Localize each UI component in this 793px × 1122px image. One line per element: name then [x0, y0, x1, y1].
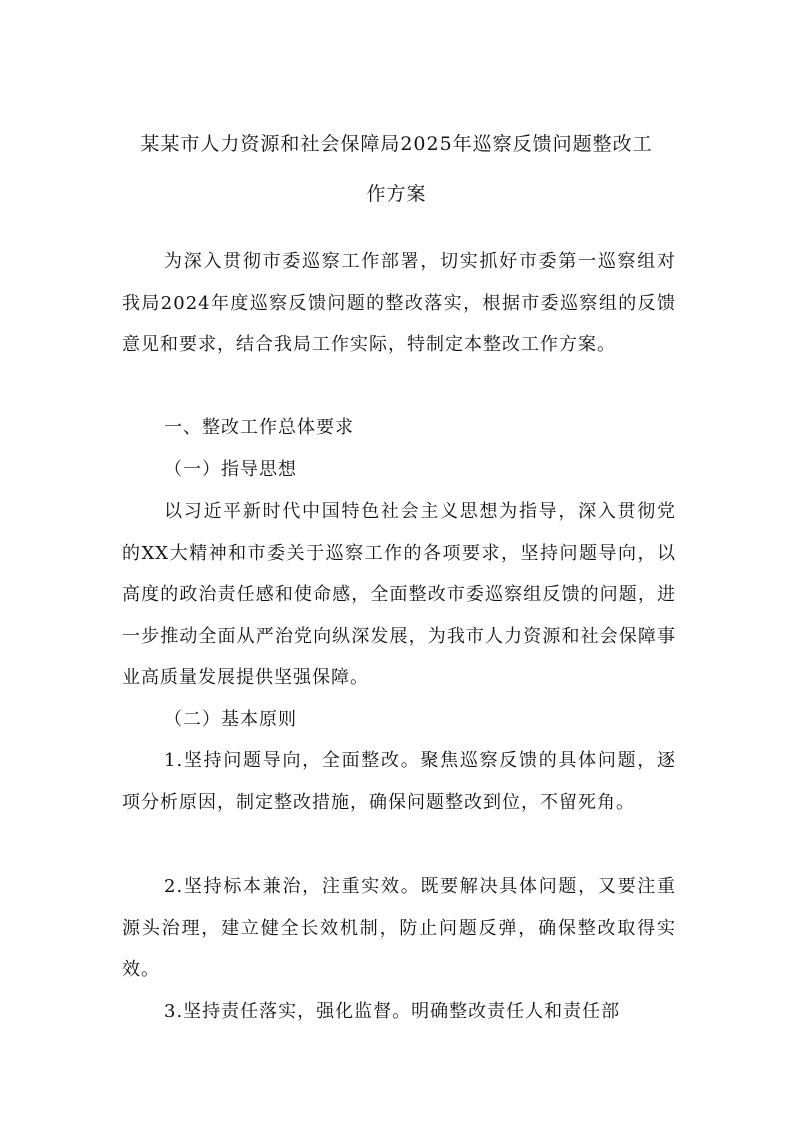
subsection-heading-principles: （二）基本原则 — [164, 709, 297, 730]
principle-2-paragraph: 2.坚持标本兼治，注重实效。既要解决具体问题，又要注重源头治理，建立健全长效机制，防止问题反弹，确保整改取得实效。 — [122, 876, 676, 980]
section-heading-requirements: 一、整改工作总体要求 — [164, 417, 354, 438]
principle-3-paragraph: 3.坚持责任落实，强化监督。明确整改责任人和责任部 — [164, 1001, 621, 1022]
principle-1-paragraph: 1.坚持问题导向，全面整改。聚焦巡察反馈的具体问题，逐项分析原因，制定整改措施，确保问题整改到位，不留死角。 — [122, 750, 676, 813]
intro-paragraph: 为深入贯彻市委巡察工作部署，切实抓好市委第一巡察组对我局2024年度巡察反馈问题的整改落实，根据市委巡察组的反馈意见和要求，结合我局工作实际，特制定本整改工作方案。 — [122, 251, 676, 355]
guiding-thought-paragraph: 以习近平新时代中国特色社会主义思想为指导，深入贯彻党的XX大精神和市委关于巡察工作的各项要求，坚持问题导向，以高度的政治责任感和使命感，全面整改市委巡察组反馈的问题，进一步推动全面从严治党向纵深发展，为我市人力资源和社会保障事业高质量发展提供坚强保障。 — [122, 501, 676, 688]
document-title-line-1: 某某市人力资源和社会保障局2025年巡察反馈问题整改工 — [140, 133, 653, 155]
document-title-line-2: 作方案 — [366, 183, 427, 205]
subsection-heading-guiding-thought: （一）指导思想 — [164, 459, 297, 480]
